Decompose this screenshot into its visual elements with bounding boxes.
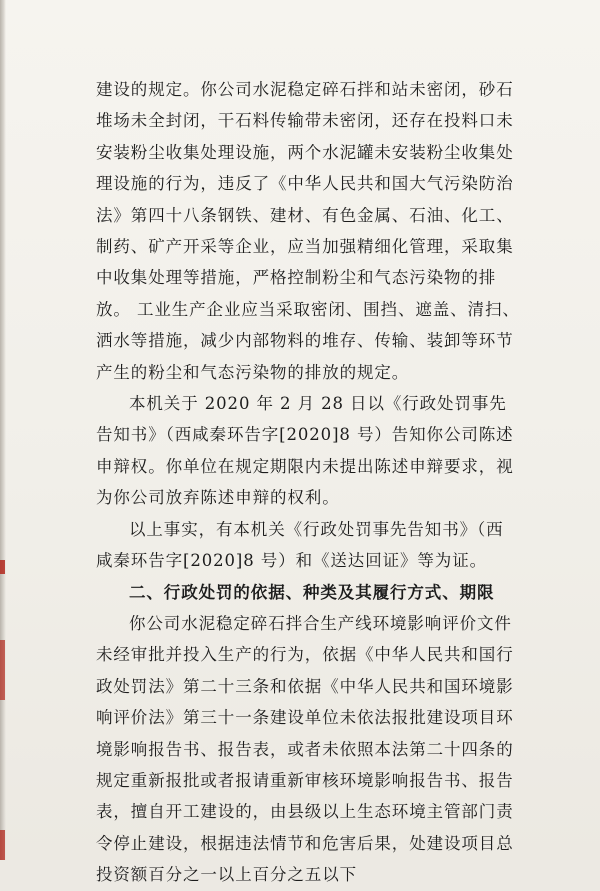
red-seal-mark-fragment <box>0 830 5 860</box>
page-left-edge-shadow <box>0 0 6 860</box>
document-body <box>96 74 520 891</box>
paragraph-violation-facts: 建设的规定。你公司水泥稳定碎石拌和站未密闭，砂石堆场未全封闭，干石料传输带未密闭，还存在投料口未安装粉尘收集处理设施，两个水泥罐未安装粉尘收集处理设施的行为，违反了《中华人民共和国大气污染防治法》第四十八条钢铁、建材、有色金属、石油、化工、制药、矿产开采等企业，应当加强精细化管理，采取集中收集处理等措施，严格控制粉尘和气态污染物的排放。 工业生产企业应当采取密闭、围挡、遮盖、清扫、洒水等措施，减少内部物料的堆存、传输、装卸等环节产生的粉尘和气态污染物的排放的规定。 <box>96 80 520 382</box>
paragraph-notification: 本机关于 2020 年 2 月 28 日以《行政处罚事先告知书》（西咸秦环告字[2020]8 号）告知你公司陈述申辩权。你单位在规定期限内未提出陈述申辩要求，视为你公司放弃陈述申辩的权利。 <box>96 394 514 508</box>
paragraph-evidence: 以上事实，有本机关《行政处罚事先告知书》（西咸秦环告字[2020]8 号）和《送达回证》等为证。 <box>96 519 504 571</box>
red-seal-mark-fragment <box>0 560 5 574</box>
paragraph-penalty-basis: 你公司水泥稳定碎石拌合生产线环境影响评价文件未经审批并投入生产的行为，依据《中华人民共和国行政处罚法》第二十三条和依据《中华人民共和国环境影响评价法》第三十一条建设单位未依法报批建设项目环境影响报告书、报告表，或者未依照本法第二十四条的规定重新报批或者报请重新审核环境影响报告书、报告表，擅自开工建设的，由县级以上生态环境主管部门责令停止建设，根据违法情节和危害后果，处建设项目总投资额百分之一以上百分之五以下 <box>96 613 514 885</box>
section-heading-penalty-basis: 二、行政处罚的依据、种类及其履行方式、期限 <box>129 582 495 602</box>
red-seal-mark-fragment <box>0 640 5 700</box>
